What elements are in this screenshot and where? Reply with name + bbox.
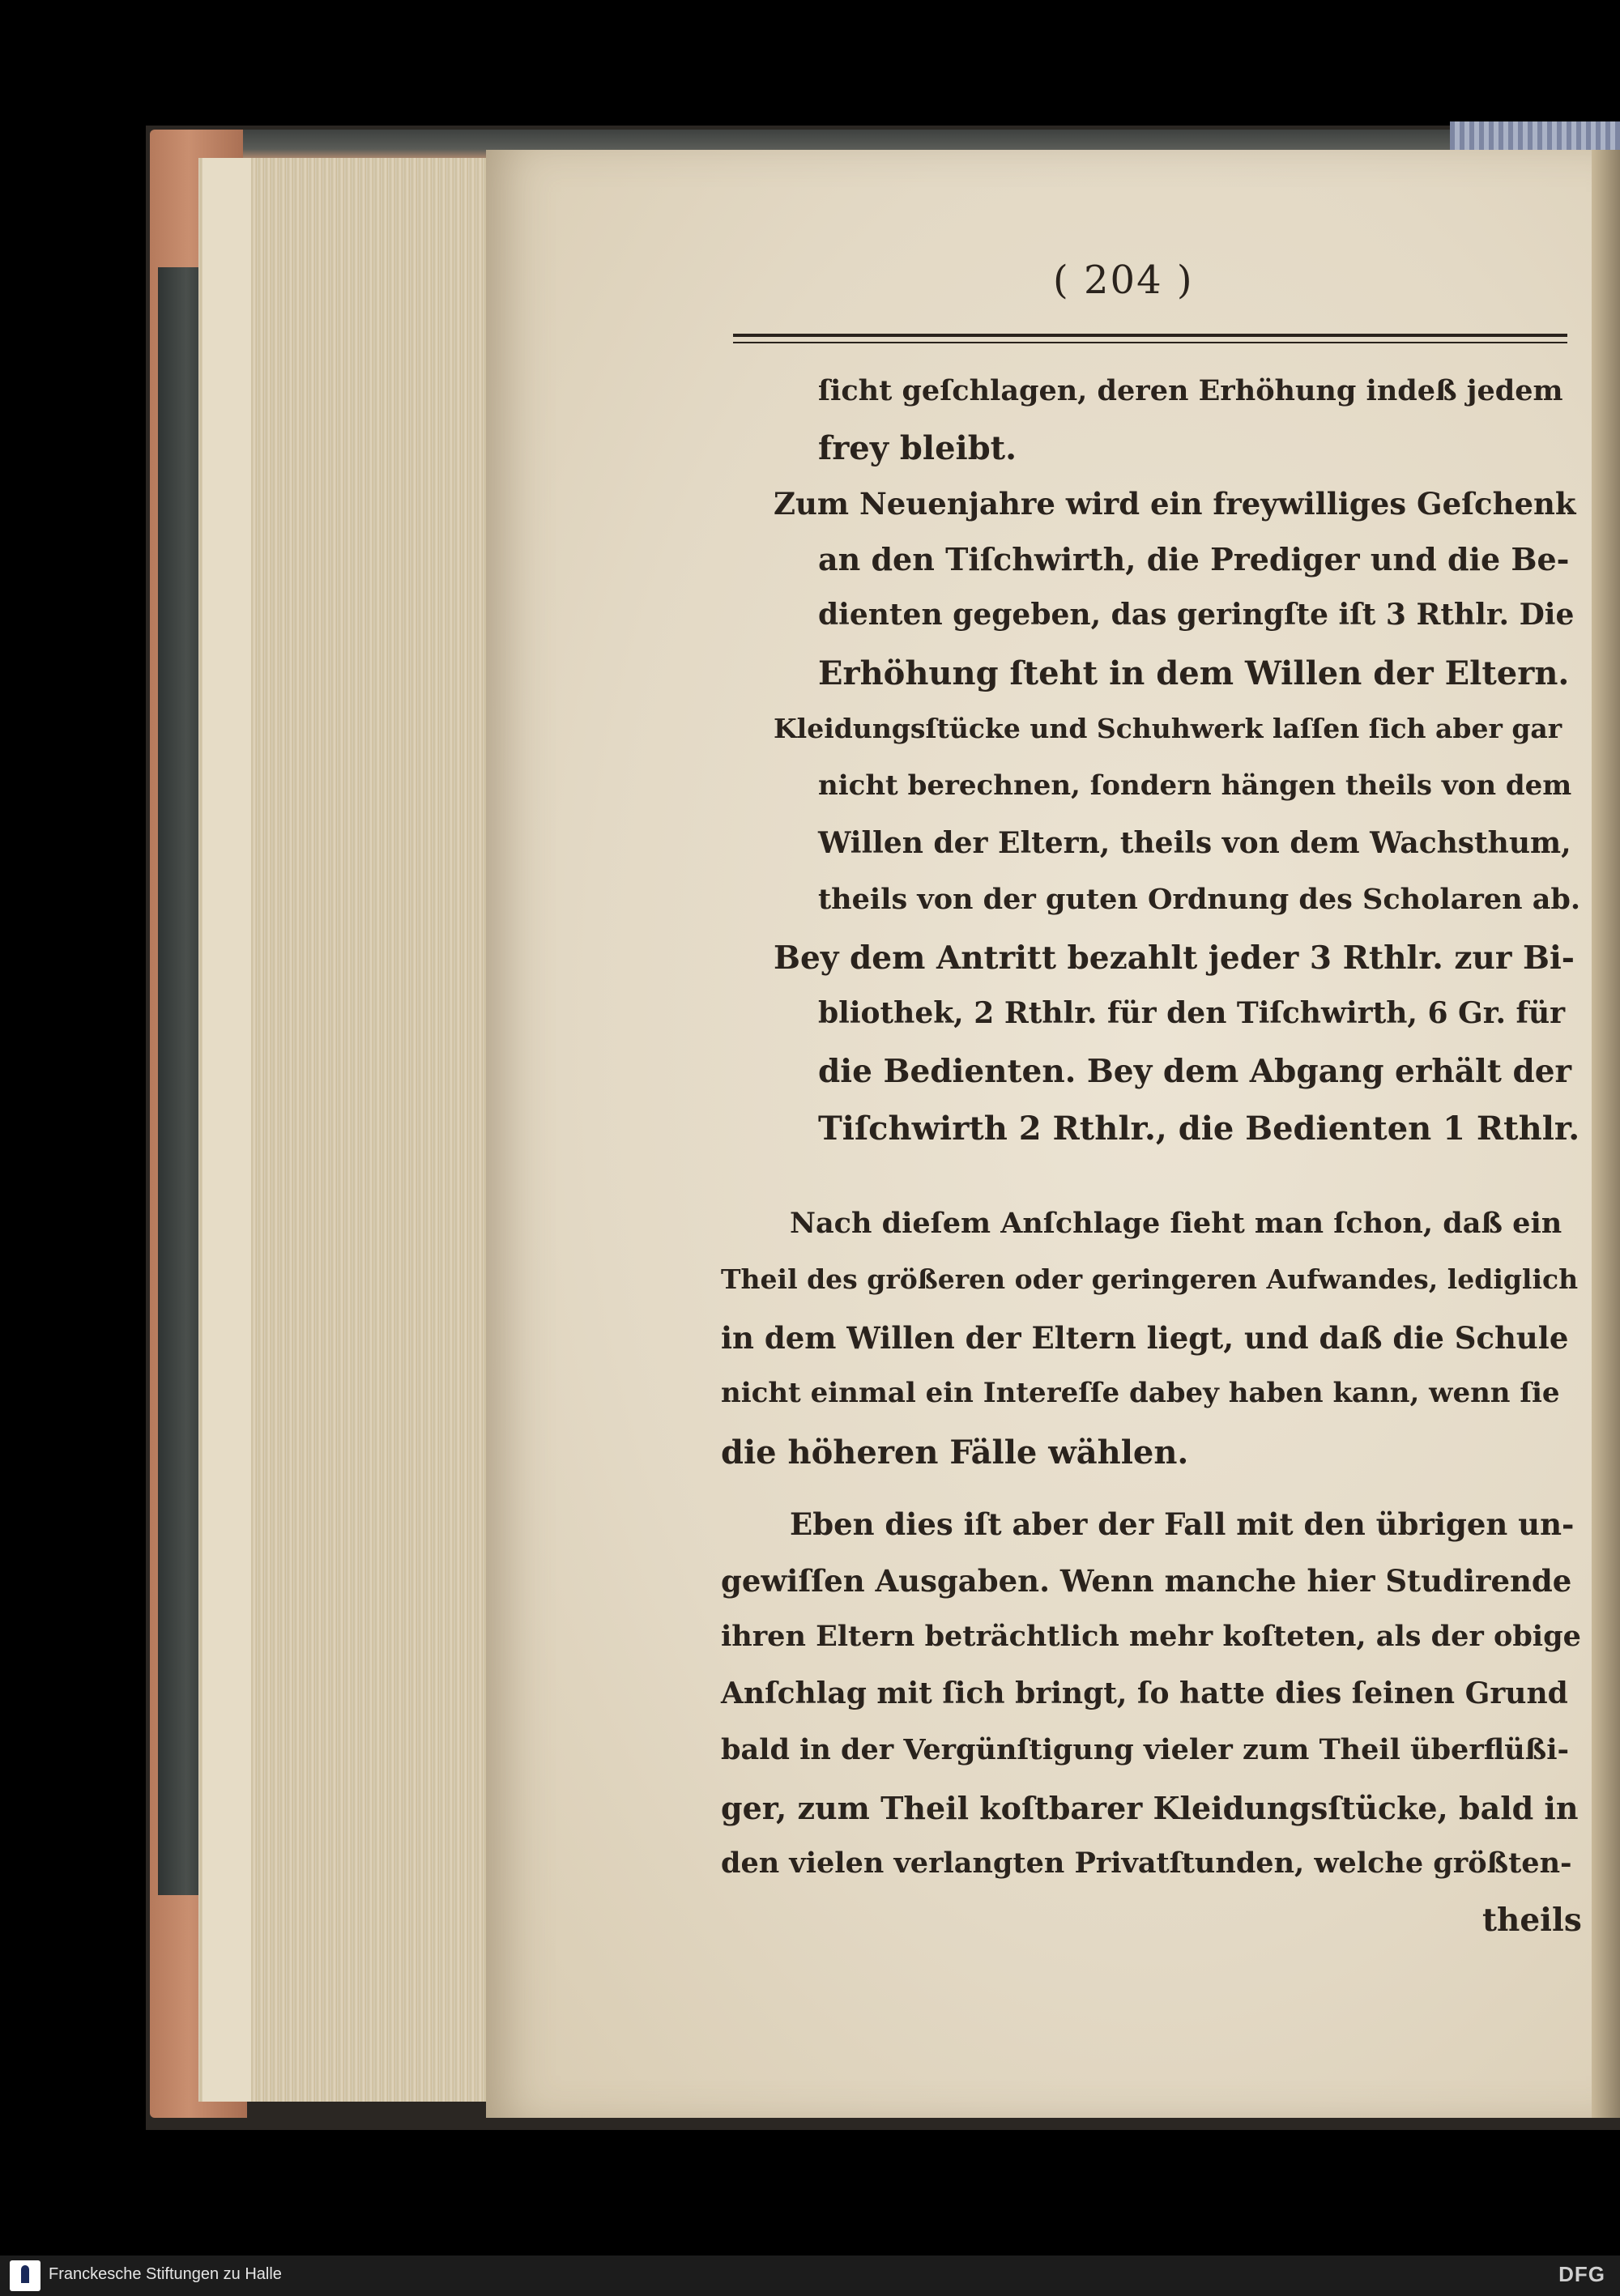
text-line: an den Tiſchwirth, die Prediger und die Be- (818, 541, 1570, 577)
text-line: ihren Eltern beträchtlich mehr koſteten, als der obige (721, 1620, 1581, 1653)
text-line: die Bedienten. Bey dem Abgang erhält der (818, 1053, 1572, 1090)
text-line: Zum Neuenjahre wird ein freywilliges Geſchenk (774, 486, 1576, 522)
page-number: ( 204 ) (1053, 258, 1194, 303)
footer-institution: Franckesche Stiftungen zu Halle (49, 2265, 282, 2283)
text-line: die höheren Fälle wählen. (721, 1433, 1189, 1472)
text-line: Eben dies iſt aber der Fall mit den übrigen un- (790, 1506, 1575, 1542)
text-line: Nach dieſem Anſchlage ſieht man ſchon, daß ein (790, 1207, 1562, 1240)
francke-foundation-logo-icon (10, 2260, 40, 2291)
text-line: ſicht geſchlagen, deren Erhöhung indeß jedem (818, 374, 1563, 407)
text-line: frey bleibt. (818, 429, 1017, 467)
text-line: dienten gegeben, das geringſte iſt 3 Rthlr. Die (818, 598, 1575, 632)
text-line: bliothek, 2 Rthlr. für den Tiſchwirth, 6 Gr. für (818, 996, 1566, 1030)
text-line: nicht berechnen, ſondern hängen theils von dem (818, 769, 1572, 802)
text-line: in dem Willen der Eltern liegt, und daß die Schule (721, 1320, 1569, 1356)
text-line: Tiſchwirth 2 Rthlr., die Bedienten 1 Rthlr. (818, 1110, 1580, 1148)
text-line: Erhöhung ſteht in dem Willen der Eltern. (818, 654, 1570, 692)
page-stack-highlight (202, 158, 251, 2102)
text-line: Bey dem Antritt bezahlt jeder 3 Rthlr. zur Bi- (774, 939, 1575, 977)
text-line: Anſchlag mit ſich bringt, ſo hatte dies ſeinen Grund (721, 1676, 1568, 1710)
text-line: gewiſſen Ausgaben. Wenn manche hier Studirende (721, 1563, 1572, 1599)
header-rule (733, 334, 1567, 343)
text-line: bald in der Vergünſtigung vieler zum Theil überflüßi- (721, 1733, 1570, 1766)
dfg-logo: DFG (1558, 2262, 1605, 2286)
text-line: theils von der guten Ordnung des Scholaren ab. (818, 883, 1581, 916)
text-line: theils (1482, 1902, 1582, 1939)
text-line: Willen der Eltern, theils von dem Wachsthum, (818, 826, 1571, 860)
page-gutter (1592, 150, 1620, 2118)
text-line: Kleidungsſtücke und Schuhwerk laſſen ſich aber gar (774, 713, 1562, 744)
footer-bar (0, 2256, 1620, 2296)
text-line: Theil des größeren oder geringeren Aufwandes, lediglich (721, 1263, 1579, 1295)
text-line: ger, zum Theil koſtbarer Kleidungsſtücke, bald in (721, 1790, 1579, 1826)
text-line: nicht einmal ein Intereſſe dabey haben kann, wenn ſie (721, 1377, 1560, 1409)
text-line: den vielen verlangten Privatſtunden, welche größten- (721, 1847, 1572, 1880)
